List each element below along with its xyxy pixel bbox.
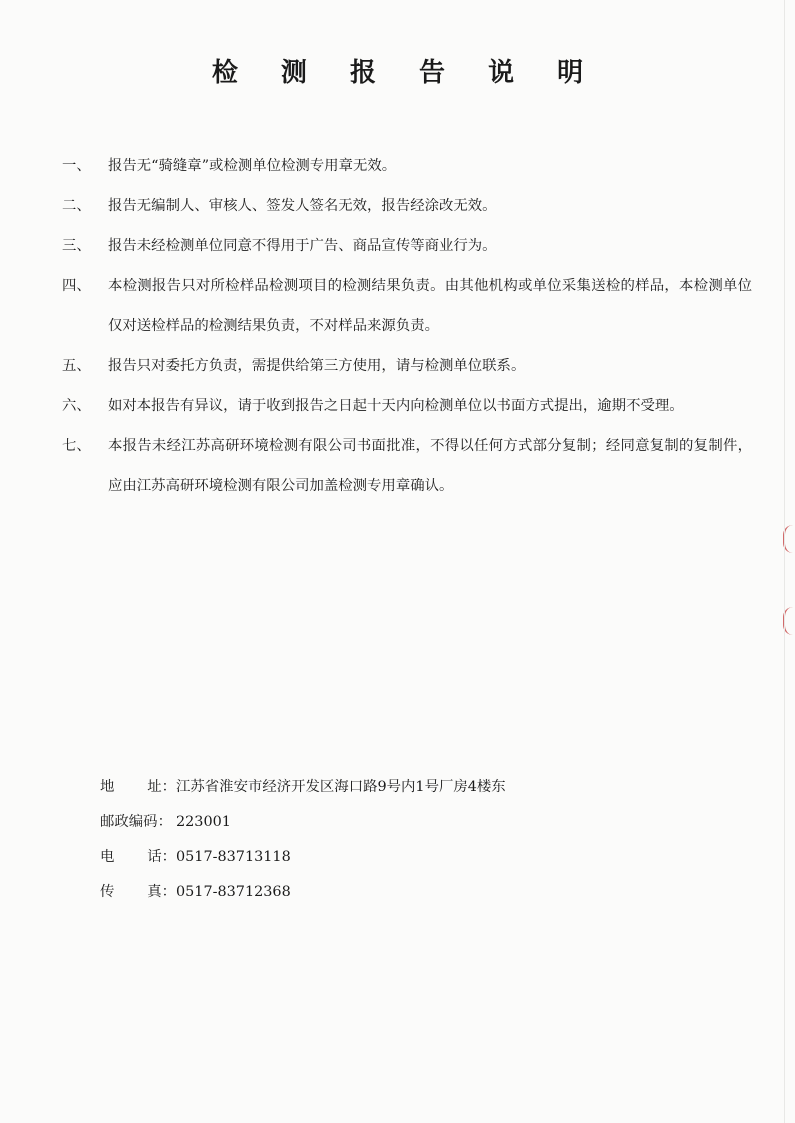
fax-value: 0517-83712368: [176, 884, 291, 900]
fax-row: [100, 875, 506, 910]
list-item: [62, 146, 752, 186]
postcode-value: 223001: [176, 814, 231, 830]
item-text: 报告无“骑缝章”或检测单位检测专用章无效。: [108, 158, 397, 174]
item-number: 五、: [62, 358, 91, 374]
phone-value: 0517-83713118: [176, 849, 291, 865]
address-value: 江苏省淮安市经济开发区海口路9号内1号厂房4楼东: [176, 779, 506, 795]
contact-block: [100, 770, 506, 910]
item-text: 报告未经检测单位同意不得用于广告、商品宣传等商业行为。: [108, 238, 497, 254]
item-text: 本报告未经江苏高研环境检测有限公司书面批准，不得以任何方式部分复制；经同意复制的复制件，应由江苏高研环境检测有限公司加盖检测专用章确认。: [108, 438, 752, 494]
page-edge-divider: [784, 0, 785, 1123]
postcode-row: [100, 805, 506, 840]
list-item: [62, 266, 752, 346]
phone-label: 电 话：: [100, 849, 176, 865]
list-item: [62, 226, 752, 266]
list-item: [62, 186, 752, 226]
item-number: 四、: [62, 278, 91, 294]
list-item: [62, 386, 752, 426]
fax-label: 传 真：: [100, 884, 176, 900]
phone-row: [100, 840, 506, 875]
list-item: [62, 346, 752, 386]
notes-list: [62, 146, 752, 506]
item-number: 二、: [62, 198, 91, 214]
item-text: 如对本报告有异议，请于收到报告之日起十天内向检测单位以书面方式提出，逾期不受理。: [108, 398, 684, 414]
page-title: 检 测 报 告 说 明: [211, 58, 601, 88]
item-text: 报告只对委托方负责，需提供给第三方使用，请与检测单位联系。: [108, 358, 526, 374]
item-number: 一、: [62, 158, 91, 174]
address-label: 地 址：: [100, 779, 176, 795]
item-number: 七、: [62, 438, 91, 454]
item-text: 本检测报告只对所检样品检测项目的检测结果负责。由其他机构或单位采集送检的样品，本检测单位仅对送检样品的检测结果负责，不对样品来源负责。: [108, 278, 752, 334]
item-number: 三、: [62, 238, 91, 254]
postcode-label: 邮政编码：: [100, 814, 172, 830]
item-number: 六、: [62, 398, 91, 414]
list-item: [62, 426, 752, 506]
item-text: 报告无编制人、审核人、签发人签名无效，报告经涂改无效。: [108, 198, 497, 214]
address-row: [100, 770, 506, 805]
